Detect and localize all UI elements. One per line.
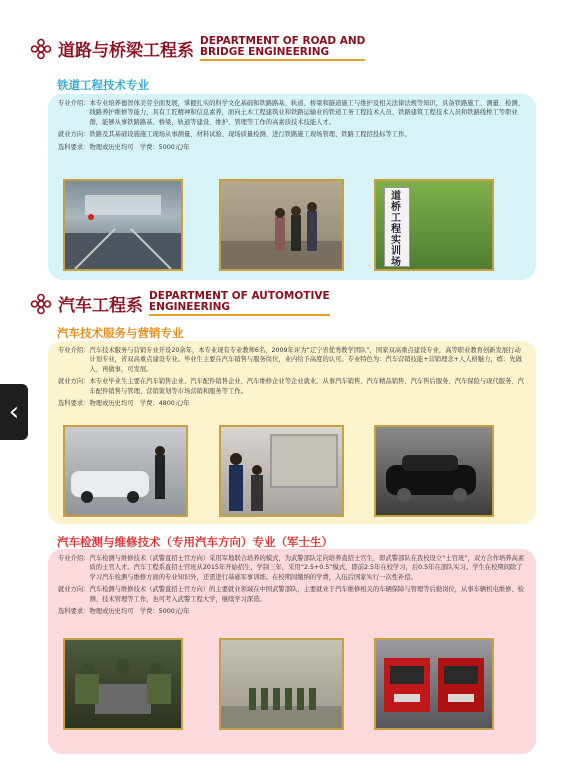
dept-title-cn: 道路与桥梁工程系 <box>58 41 194 61</box>
dept-header-automotive <box>30 291 330 316</box>
requirement-row <box>58 607 526 616</box>
employment-label: 就业方向： <box>58 586 90 594</box>
photo-red-trucks <box>374 638 494 730</box>
dept-title-en-line2: ENGINEERING <box>149 301 231 313</box>
employment-text: 汽车检测与维修技术（武警直招士官方向）的主要就业领域在中国武警部队，主要就业于汽车维修相关的车辆保障与管理等后勤岗位，从事车辆机电维修、检测、技术管理等工作，也可考入武警工程大学，继续学习深造。 <box>89 586 524 603</box>
intro-label: 专业介绍： <box>58 347 90 354</box>
flower-logo-icon <box>30 293 52 315</box>
requirement-text: 物理或历史均可 学费：5000元/年 <box>89 143 190 151</box>
intro-row <box>58 554 526 582</box>
employment-row <box>58 585 526 604</box>
dept-title-en-line1: DEPARTMENT OF ROAD AND <box>200 35 366 47</box>
training-field-sign-text: 道桥工程实训场 <box>391 191 401 268</box>
requirement-text: 物理或历史均可 学费：5000元/年 <box>89 608 190 616</box>
requirement-row <box>58 399 526 408</box>
intro-text: 本专业培养德智体美劳全面发展，掌握扎实的科学文化基础和铁路路基、轨道、桥梁和隧道施工与维护及相关法律法规等知识，具备铁路施工、测量、检测、线路养护维修等能力，具有工匠精神和信息素养，面向土木工程建筑业和铁路运输业的铁道工务工程技术人员、铁路建筑工程技术人员和铁路线桥工等职业群，能够从事铁路路基、桥梁、轨道等建设、维护、管理等工作的高素质技术技能人才。 <box>89 100 524 126</box>
dept-header-road-bridge <box>30 36 365 61</box>
intro-text: 汽车技术服务与营销专业开设20余年，本专业现有专业教师6名，2009年评为“辽宁省优秀教学团队”，国家双高重点建设专业，高等职业教育创新发展行动计划专业，省双高重点建设专业。毕业生主要在汽车销售与服务岗位，业内给予高度的认可。专业特色为：汽车营销技能+营销理念+人人格魅力，练：先做人，再做事，可发展。 <box>89 347 522 373</box>
requirement-label: 选科要求： <box>58 143 90 151</box>
employment-text: 铁路及其基础设施施工现场从事测量、材料试验、现场质量检测、进行铁路施工现场管理、铁路工程招投标等工作。 <box>89 131 411 139</box>
requirement-row <box>58 143 526 152</box>
major-title: 汽车检测与维修技术（专用汽车方向）专业（军士生） <box>57 535 333 549</box>
photo-students-training <box>219 179 344 271</box>
intro-label: 专业介绍： <box>58 100 90 107</box>
requirement-text: 物理或历史均可 学费：4800元/年 <box>89 400 190 408</box>
intro-text: 汽车检测与维修技术（武警直招士官方向）采用军地联合培养的模式，为武警部队定向培养直招士官生，即武警部队在我校设立“士官班”，双方合作培养高素质的士官人才。汽车工程系直招士官班从2015年开始招生，学制三年，采用“2.5+0.5”模式，即前2.5年在校学习，后0.5年在部队实习。学生在校期间除了学习汽车检测与维修方面的专业知识外，还需进行基础军事训练。在校期间缴纳的学费，入伍后国家实行一次性补偿。 <box>89 555 525 581</box>
requirement-label: 选科要求： <box>58 608 90 616</box>
dept-title-cn: 汽车工程系 <box>58 296 143 316</box>
dept-title-en <box>149 291 330 316</box>
major-title: 汽车技术服务与营销专业 <box>57 326 184 340</box>
flower-logo-icon <box>30 38 52 60</box>
employment-row <box>58 377 526 396</box>
photo-soldiers-engine <box>63 638 183 730</box>
photo-teacher-demo <box>219 425 344 517</box>
employment-label: 就业方向： <box>58 378 90 386</box>
major-title: 铁道工程技术专业 <box>57 78 149 92</box>
employment-row <box>58 130 526 139</box>
employment-text: 本专业毕业生主要在汽车销售企业、汽车配件销售企业、汽车维修企业等企业就业。从事汽车销售、汽车精品销售、汽车售后服务、汽车保险与现代服务、汽车配件销售与管理、营销策划等市场营销和服务等工作。 <box>89 378 524 395</box>
dept-title-en-line2: BRIDGE ENGINEERING <box>200 46 330 58</box>
employment-label: 就业方向： <box>58 131 90 139</box>
chevron-left-icon: ‹ <box>8 397 20 427</box>
photo-soldiers-formation <box>219 638 344 730</box>
photo-training-field-sign <box>374 179 494 271</box>
dept-title-en-line1: DEPARTMENT OF AUTOMOTIVE <box>149 290 330 302</box>
intro-label: 专业介绍： <box>58 555 90 562</box>
photo-car-showroom <box>63 425 188 517</box>
intro-row <box>58 346 526 374</box>
back-nav-button[interactable] <box>0 384 28 440</box>
intro-row <box>58 99 526 127</box>
dept-title-en <box>200 36 365 61</box>
photo-black-car <box>374 425 494 517</box>
requirement-label: 选科要求： <box>58 400 90 408</box>
photo-rail-workshop <box>63 179 183 271</box>
